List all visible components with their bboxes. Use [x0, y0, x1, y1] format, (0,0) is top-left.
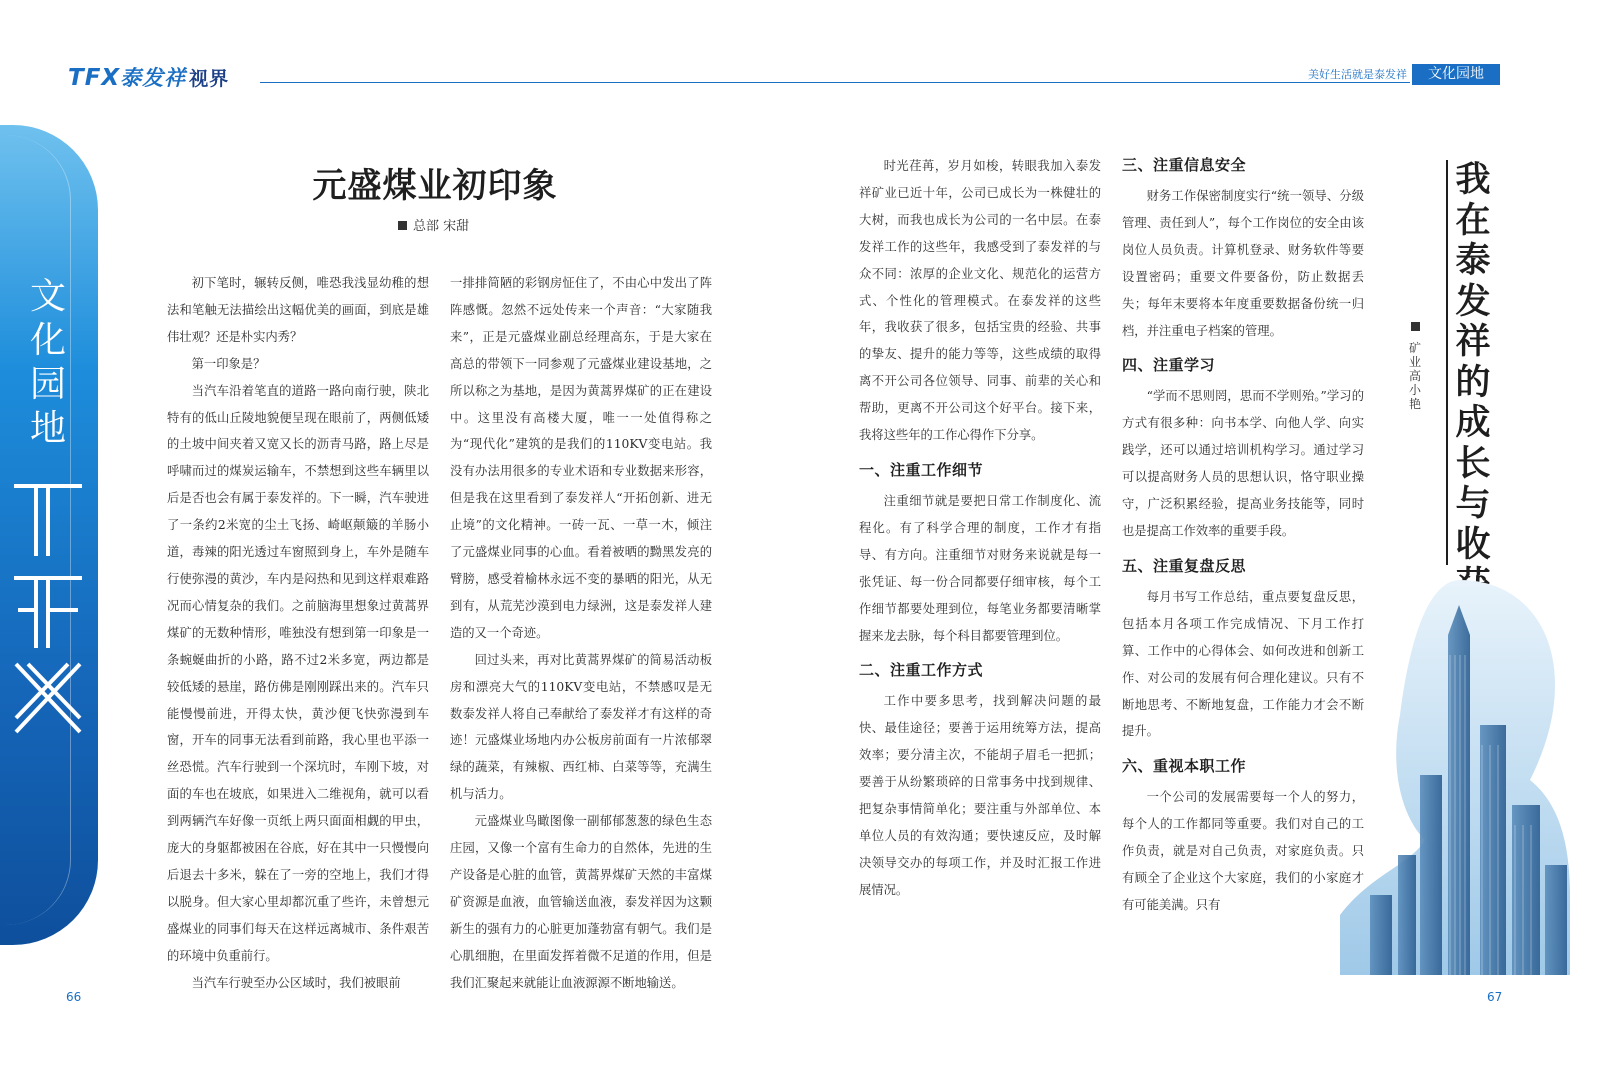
city-silhouette-illustration [1340, 575, 1570, 975]
right-article-title: 我在泰发祥的成长与收 [1455, 160, 1491, 565]
paragraph: 回过头来，再对比黄蒿界煤矿的简易活动板房和漂亮大气的110KV变电站，不禁感叹是无数泰发祥人将自己奉献给了泰发祥才有这样的奇迹！元盛煤业场地内办公板房前面有一片浓郁翠绿的蔬菜，有辣椒、西红柿、白菜等等，充满生机与活力。 [450, 652, 712, 802]
title-rule [1446, 160, 1448, 565]
byline-square-icon [1411, 322, 1420, 331]
byline-text: 总部 宋甜 [413, 219, 470, 234]
byline-square-icon [398, 221, 407, 230]
logo-suffix: 视界 [189, 68, 230, 90]
magazine-logo [68, 62, 229, 92]
left-article-column-2 [450, 270, 712, 996]
paragraph: 第一印象是？ [191, 356, 266, 371]
section-heading: 一、注重工作细节 [859, 460, 984, 479]
section-heading: 三、注重信息安全 [1122, 156, 1247, 174]
paragraph: 初下笔时，辗转反侧，唯恐我浅显幼稚的想法和笔触无法描绘出这幅优美的画面，到底是雄伟壮观？还是朴实内秀？ [167, 276, 429, 344]
page-number-left: 66 [66, 990, 82, 1004]
paragraph: 工作中要多思考，找到解决问题的最快、最佳途径；要善于运用统筹方法，提高效率；要分清主次，不能胡子眉毛一把抓；要善于从纷繁琐碎的日常事务中找到规律、把复杂事情简单化；要注重与外部单位、本单位人员的有效沟通；要快速反应，及时解决领导交办的每项工作，并及时汇报工作进展情况。 [859, 694, 1101, 897]
left-article-column-1 [167, 270, 429, 996]
paragraph: 每月书写工作总结，重点要复盘反思，包括本月各项工作完成情况、下月工作打算、工作中的心得体会、如何改进和创新工作、对公司的发展有何合理化建议。只有不断地思考、不断地复盘，工作能力才会不断提升。 [1122, 589, 1364, 739]
paragraph: 一个公司的发展需要每一个人的努力，每个人的工作都同等重要。我们对自己的工作负责，就是对自己负责，对家庭负责。只有顾全了企业这个大家庭，我们的小家庭才有可能美满。只有 [1122, 790, 1364, 912]
left-article-title: 元盛煤业初印象 [312, 166, 558, 206]
paragraph: “学而不思则罔，思而不学则殆。”学习的方式有很多种：向书本学、向他人学、向实践学，还可以通过培训机构学习。通过学习可以提高财务人员的思想认识，恪守职业操守，广泛积累经验，提高业务技能等，同时也是提高工作效率的重要手段。 [1122, 389, 1364, 538]
section-heading: 六、重视本职工作 [1122, 757, 1247, 776]
right-article-column-1 [859, 153, 1101, 904]
section-tag: 文化园地 [1412, 64, 1500, 85]
section-heading: 五、注重复盘反思 [1122, 556, 1247, 575]
logo-tfx: TFX [68, 65, 121, 91]
right-article-column-2 [1122, 153, 1364, 919]
page-number-right: 67 [1487, 990, 1503, 1004]
paragraph: 当汽车沿着笔直的道路一路向南行驶，陕北特有的低山丘陵地貌便呈现在眼前了，两侧低矮的土坡中间夹着又宽又长的沥青马路，路上尽是呼啸而过的煤炭运输车，不禁想到这些车辆里以后是否也会有属于泰发祥的。下一瞬，汽车驶进了一条约2米宽的尘土飞扬、崎岖颠簸的羊肠小道，毒辣的阳光透过车窗照到身上，车外是随车行使弥漫的黄沙，车内是闷热和见到这样艰难路况而心情复杂的我们。之前脑海里想象过黄蒿界煤矿的无数种情形，唯独没有想到第一印象是一条蜿蜒曲折的小路，路不过2米多宽，两边都是较低矮的悬崖，路仿佛是刚刚踩出来的。汽车只能慢慢前进，开得太快，黄沙便飞快弥漫到车窗，开车的同事无法看到前路，我心里也平添一丝恐慌。汽车行驶到一个深坑时，车刚下坡，对面的车也在坡底，如果进入二维视角，就可以看到两辆汽车好像一页纸上两只面面相觑的甲虫，庞大的身躯都被困在谷底，好在其中一只慢慢向后退去十多米，躲在了一旁的空地上，我们才得以脱身。但大家心里却都沉重了些许，未曾想元盛煤业的同事们每天在这样远离城市、条件艰苦的环境中负重前行。 [167, 383, 429, 963]
paragraph: 一排排简陋的彩钢房怔住了，不由心中发出了阵阵感慨。忽然不远处传来一个声音：“大家随我来”，正是元盛煤业副总经理高东，于是大家在高总的带领下一同参观了元盛煤业建设基地，之所以称之为基地，是因为黄蒿界煤矿的正在建设中。这里没有高楼大厦，唯一一处值得称之为“现代化”建筑的是我们的110KV变电站。我没有办法用很多的专业术语和专业数据来形容，但是我在这里看到了泰发祥人“开拓创新、进无止境”的文化精神。一砖一瓦、一草一木，倾注了元盛煤业同事的心血。看着被晒的黝黑发亮的臂膀，感受着榆林永远不变的暴晒的阳光，从无到有，从荒芜沙漠到电力绿洲，这是泰发祥人建造的又一个奇迹。 [450, 276, 712, 640]
section-heading: 四、注重学习 [1122, 356, 1216, 375]
section-heading: 二、注重工作方式 [859, 661, 984, 680]
logo-name: 泰发祥 [120, 66, 187, 90]
tfx-watermark-icon [8, 478, 88, 740]
right-article-byline [1407, 322, 1423, 411]
paragraph: 当汽车行驶至办公区域时，我们被眼前 [191, 975, 401, 990]
paragraph: 元盛煤业鸟瞰图像一副郁郁葱葱的绿色生态庄园，又像一个富有生命力的自然体，先进的生产设备是心脏的血管，黄蒿界煤矿天然的丰富煤矿资源是血液，血管输送血液，泰发祥因为这颗新生的强有力的心脏更加蓬勃富有朝气。我们是心肌细胞，在里面发挥着微不足道的作用，但是我们汇聚起来就能让血液源源不断地输送。 [450, 814, 712, 990]
paragraph: 财务工作保密制度实行“统一领导、分级管理、责任到人”，每个工作岗位的安全由该岗位人员负责。计算机登录、财务软件等要设置密码；重要文件要备份，防止数据丢失；每年末要将本年度重要数据备份统一归档，并注重电子档案的管理。 [1122, 189, 1364, 338]
byline-text: 矿业 高小艳 [1408, 341, 1421, 411]
header-rule [260, 82, 1410, 83]
header-slogan: 美好生活就是泰发祥 [1308, 68, 1407, 81]
left-article-byline [398, 215, 469, 234]
paragraph: 注重细节就是要把日常工作制度化、流程化。有了科学合理的制度，工作才有指导、有方向。注重细节对财务来说就是每一张凭证、每一份合同都要仔细审核，每个工作细节都要处理到位，每笔业务都要清晰掌握来龙去脉，每个科目都要管理到位。 [859, 493, 1101, 643]
intro-paragraph: 时光荏苒，岁月如梭，转眼我加入泰发祥矿业已近十年，公司已成长为一株健壮的大树，而我也成长为公司的一名中层。在泰发祥工作的这些年，我感受到了泰发祥的与众不同：浓厚的企业文化、规范化的运营方式、个性化的管理模式。在泰发祥的这些年，我收获了很多，包括宝贵的经验、共事的挚友、提升的能力等等，这些成绩的取得离不开公司各位领导、同事、前辈的关心和帮助，更离不开公司这个好平台。接下来，我将这些年的工作心得作下分享。 [859, 159, 1101, 443]
side-section-title: 文化园地 [29, 276, 66, 449]
